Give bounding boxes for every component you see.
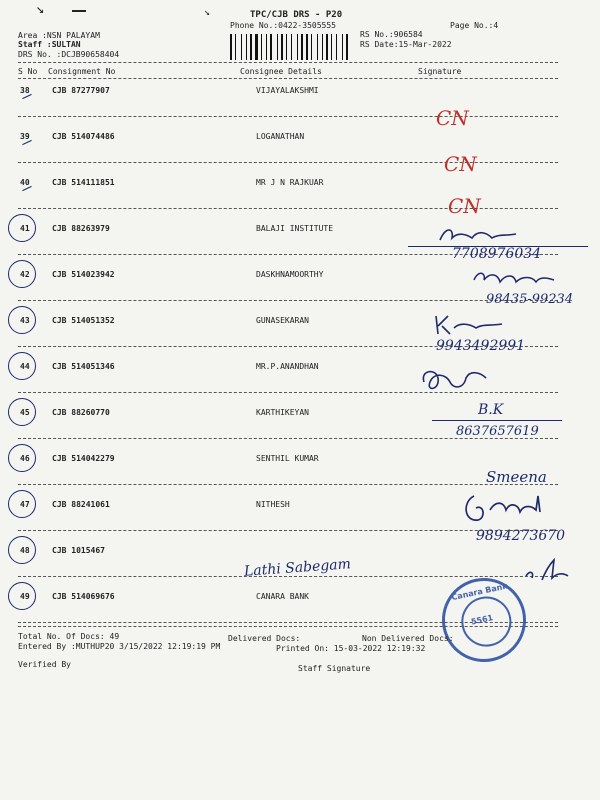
row-serial-number: 46 [20, 454, 30, 463]
drs-number: DRS No. :DCJB90658404 [18, 50, 120, 59]
rs-number: RS No.:906584 [360, 30, 423, 39]
col-header-consignee: Consignee Details [240, 67, 322, 76]
barcode-bar [299, 34, 300, 60]
row-consignment-number: CJB 514051352 [52, 316, 115, 325]
barcode-bar [342, 34, 343, 60]
divider [18, 62, 558, 63]
handwritten-signature [430, 312, 520, 338]
area-label: Area :NSN PALAYAM [18, 31, 100, 40]
handwritten-name: Lathi Sabegam [243, 556, 352, 580]
row-consignment-number: CJB 514111851 [52, 178, 115, 187]
barcode-bar [331, 34, 332, 60]
row-serial-number: 40 [20, 178, 30, 187]
row-serial-number: 49 [20, 592, 30, 601]
row-consignee-name: MR J N RAJKUAR [256, 178, 324, 187]
barcode-bar [253, 34, 254, 60]
barcode-bar [261, 34, 262, 60]
table-row [0, 132, 600, 178]
barcode-bar [326, 34, 328, 60]
divider [18, 626, 558, 627]
row-consignment-number: CJB 1015467 [52, 546, 105, 555]
stamp-bank-name: Canara Bank [450, 581, 509, 603]
barcode-bar [311, 34, 312, 60]
barcode-bar [273, 34, 276, 60]
handwritten-initials: B.K [478, 402, 504, 418]
barcode-bar [344, 34, 345, 60]
row-consignee-name: LOGANATHAN [256, 132, 305, 141]
row-consignment-number: CJB 514051346 [52, 362, 115, 371]
barcode-bar [319, 34, 321, 60]
signature-underline [432, 420, 562, 421]
barcode-bar [304, 34, 305, 60]
row-consignee-name: KARTHIKEYAN [256, 408, 309, 417]
handwritten-cn: CN [436, 106, 469, 130]
stamp-code: 5561 [470, 613, 494, 627]
barcode-bar [293, 34, 296, 60]
row-serial-number: 41 [20, 224, 30, 233]
barcode-bar [230, 34, 232, 60]
barcode-bar [255, 34, 258, 60]
row-divider [18, 162, 558, 163]
handwritten-phone: 9894273670 [476, 528, 566, 544]
phone-number: Phone No.:0422-3505555 [230, 21, 336, 30]
row-consignee-name: NITHESH [256, 500, 290, 509]
barcode-bar [309, 34, 310, 60]
barcode-bar [306, 34, 308, 60]
handwritten-tamil-name [470, 266, 560, 288]
handwritten-signature [416, 364, 496, 396]
non-delivered-docs: Non Delivered Docs: [362, 634, 454, 643]
barcode-bar [336, 34, 337, 60]
row-consignee-name: VIJAYALAKSHMI [256, 86, 319, 95]
barcode-bar [241, 34, 242, 60]
barcode-bar [237, 34, 240, 60]
row-serial-number: 39 [20, 132, 30, 141]
barcode-bar [266, 34, 267, 60]
row-serial-number: 43 [20, 316, 30, 325]
barcode-bar [281, 34, 283, 60]
row-serial-number: 44 [20, 362, 30, 371]
arrow-mark-icon: ↘ [204, 7, 211, 18]
col-header-signature: Signature [418, 67, 462, 76]
row-serial-number: 42 [20, 270, 30, 279]
barcode-bar [297, 34, 298, 60]
divider [18, 78, 558, 79]
barcode-bar [301, 34, 303, 60]
page-number: Page No.:4 [450, 21, 499, 30]
staff-label: Staff :SULTAN [18, 40, 81, 49]
barcode-bar [313, 34, 316, 60]
col-header-consignment: Consignment No [48, 67, 116, 76]
row-consignee-name: MR.P.ANANDHAN [256, 362, 319, 371]
barcode-bar [263, 34, 265, 60]
total-docs: Total No. Of Docs: 49 [18, 632, 120, 641]
handwritten-phone: 9943492991 [436, 338, 526, 354]
handwritten-signature [520, 556, 580, 586]
barcode-bar [322, 34, 323, 60]
barcode-bar [268, 34, 269, 60]
barcode-bar [284, 34, 285, 60]
row-consignment-number: CJB 514023942 [52, 270, 115, 279]
barcode-bar [288, 34, 290, 60]
row-divider [18, 116, 558, 117]
document-title: TPC/CJB DRS - P20 [250, 10, 343, 20]
barcode-bar [317, 34, 318, 60]
row-consignee-name: SENTHIL KUMAR [256, 454, 319, 463]
row-consignment-number: CJB 514042279 [52, 454, 115, 463]
rs-date: RS Date:15-Mar-2022 [360, 40, 452, 49]
barcode-bar [277, 34, 278, 60]
row-consignment-number: CJB 87277907 [52, 86, 110, 95]
handwritten-phone: 8637657619 [456, 424, 539, 439]
row-consignee-name: DASKHNAMOORTHY [256, 270, 324, 279]
barcode-bar [333, 34, 335, 60]
handwritten-signature [460, 488, 560, 528]
row-consignment-number: CJB 88241061 [52, 500, 110, 509]
scan-mark [72, 10, 86, 12]
barcode-bar [346, 34, 348, 60]
verified-by: Verified By [18, 660, 71, 669]
barcode-bar [329, 34, 330, 60]
barcode-bar [259, 34, 260, 60]
staff-signature: Staff Signature [298, 664, 371, 673]
barcode-bar [243, 34, 245, 60]
entered-by: Entered By :MUTHUP20 3/15/2022 12:19:19 PM [18, 642, 221, 651]
arrow-mark-icon: ↘ [36, 1, 45, 17]
row-serial-number: 45 [20, 408, 30, 417]
row-serial-number: 38 [20, 86, 30, 95]
delivered-docs: Delivered Docs: [228, 634, 301, 643]
row-consignee-name: BALAJI INSTITUTE [256, 224, 334, 233]
row-divider [18, 484, 558, 485]
col-header-sno: S No [18, 67, 38, 76]
table-row [0, 178, 600, 224]
row-serial-number: 47 [20, 500, 30, 509]
barcode-bar [270, 34, 272, 60]
barcode [230, 34, 352, 60]
handwritten-name: Smeena [486, 468, 547, 486]
barcode-bar [250, 34, 252, 60]
handwritten-cn: CN [448, 194, 481, 218]
barcode-bar [291, 34, 292, 60]
barcode-bar [248, 34, 249, 60]
barcode-bar [286, 34, 287, 60]
handwritten-signature [436, 224, 526, 248]
handwritten-phone: 98435-99234 [486, 292, 574, 307]
table-row [0, 86, 600, 132]
barcode-bar [349, 34, 350, 60]
barcode-bar [246, 34, 247, 60]
barcode-bar [324, 34, 325, 60]
barcode-bar [338, 34, 341, 60]
row-consignment-number: CJB 514074486 [52, 132, 115, 141]
barcode-bar [233, 34, 234, 60]
row-consignment-number: CJB 88260770 [52, 408, 110, 417]
row-consignment-number: CJB 514069676 [52, 592, 115, 601]
row-divider [18, 300, 558, 301]
row-consignee-name: CANARA BANK [256, 592, 309, 601]
table-row [0, 362, 600, 408]
row-serial-number: 48 [20, 546, 30, 555]
handwritten-phone: 7708976034 [452, 246, 542, 262]
barcode-bar [235, 34, 236, 60]
handwritten-cn: CN [444, 152, 477, 176]
row-consignment-number: CJB 88263979 [52, 224, 110, 233]
barcode-bar [279, 34, 280, 60]
printed-on: Printed On: 15-03-2022 12:19:32 [276, 644, 426, 653]
row-consignee-name: GUNASEKARAN [256, 316, 309, 325]
